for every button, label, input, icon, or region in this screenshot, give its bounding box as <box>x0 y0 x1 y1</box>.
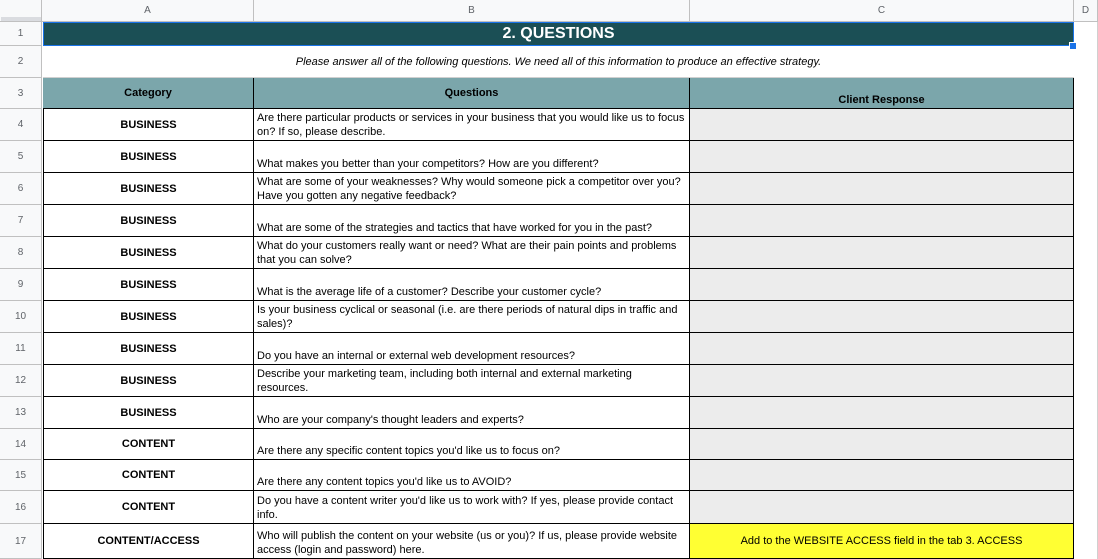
column-header-a[interactable]: A <box>42 0 254 22</box>
row-header-1[interactable]: 1 <box>0 22 42 46</box>
category-cell[interactable]: BUSINESS <box>43 365 254 397</box>
row-header-13[interactable]: 13 <box>0 397 42 429</box>
client-response-cell[interactable] <box>690 429 1074 460</box>
column-d-area[interactable] <box>1074 22 1098 559</box>
question-cell[interactable]: What do your customers really want or need? What are their pain points and problems that you can solve? <box>254 237 690 269</box>
question-cell[interactable]: Are there particular products or services in your business that you would like us to focus on? If so, please describe. <box>254 109 690 141</box>
row-header-6[interactable]: 6 <box>0 173 42 205</box>
category-cell[interactable]: BUSINESS <box>43 397 254 429</box>
category-header-label: Category <box>124 87 172 99</box>
client-response-cell[interactable] <box>690 333 1074 365</box>
client-response-cell[interactable] <box>690 141 1074 173</box>
client-response-cell[interactable] <box>690 365 1074 397</box>
category-cell[interactable]: BUSINESS <box>43 333 254 365</box>
client-response-cell[interactable] <box>690 269 1074 301</box>
questions-header-label: Questions <box>444 87 499 99</box>
question-cell[interactable]: What are some of the strategies and tactics that have worked for you in the past? <box>254 205 690 237</box>
row-header-3[interactable]: 3 <box>0 78 42 109</box>
response-note-cell[interactable]: Add to the WEBSITE ACCESS field in the tab 3. ACCESS <box>690 524 1074 559</box>
column-header-c[interactable]: C <box>690 0 1074 22</box>
category-cell[interactable]: CONTENT <box>43 429 254 460</box>
row-header-4[interactable]: 4 <box>0 109 42 141</box>
client-response-cell[interactable] <box>690 460 1074 491</box>
client-response-cell[interactable] <box>690 237 1074 269</box>
question-cell[interactable]: Describe your marketing team, including both internal and external marketing resources. <box>254 365 690 397</box>
client-response-cell[interactable] <box>690 173 1074 205</box>
column-header-d[interactable]: D <box>1074 0 1098 22</box>
category-header[interactable] <box>43 78 254 109</box>
category-cell[interactable]: BUSINESS <box>43 301 254 333</box>
client-response-cell[interactable] <box>690 301 1074 333</box>
row-header-7[interactable]: 7 <box>0 205 42 237</box>
instructions-text: Please answer all of the following questions. We need all of this information to produce an effective strategy. <box>295 55 822 68</box>
category-cell[interactable]: BUSINESS <box>43 141 254 173</box>
instructions-cell[interactable] <box>43 46 1074 78</box>
client-response-cell[interactable] <box>690 109 1074 141</box>
row-header-9[interactable]: 9 <box>0 269 42 301</box>
row-header-11[interactable]: 11 <box>0 333 42 365</box>
row-header-15[interactable]: 15 <box>0 460 42 491</box>
row-header-17[interactable]: 17 <box>0 524 42 559</box>
row-header-2[interactable]: 2 <box>0 46 42 78</box>
questions-header[interactable] <box>254 78 690 109</box>
category-cell[interactable]: BUSINESS <box>43 237 254 269</box>
category-cell[interactable]: BUSINESS <box>43 205 254 237</box>
row-header-14[interactable]: 14 <box>0 429 42 460</box>
category-cell[interactable]: CONTENT <box>43 491 254 524</box>
question-cell[interactable]: What is the average life of a customer? Describe your customer cycle? <box>254 269 690 301</box>
row-header-5[interactable]: 5 <box>0 141 42 173</box>
row-header-8[interactable]: 8 <box>0 237 42 269</box>
category-cell[interactable]: CONTENT/ACCESS <box>43 524 254 559</box>
category-cell[interactable]: BUSINESS <box>43 269 254 301</box>
category-cell[interactable]: BUSINESS <box>43 173 254 205</box>
question-cell[interactable]: Is your business cyclical or seasonal (i.e. are there periods of natural dips in traffic and sales)? <box>254 301 690 333</box>
category-cell[interactable]: BUSINESS <box>43 109 254 141</box>
client-response-header-label: Client Response <box>838 94 925 106</box>
question-cell[interactable]: What are some of your weaknesses? Why would someone pick a competitor over you? Have you gotten any negative feedback? <box>254 173 690 205</box>
question-cell[interactable]: What makes you better than your competitors? How are you different? <box>254 141 690 173</box>
question-cell[interactable]: Who will publish the content on your website (us or you)? If us, please provide website access (login and password) here. <box>254 524 690 559</box>
question-cell[interactable]: Are there any content topics you'd like us to AVOID? <box>254 460 690 491</box>
row-header-10[interactable]: 10 <box>0 301 42 333</box>
question-cell[interactable]: Are there any specific content topics you'd like us to focus on? <box>254 429 690 460</box>
client-response-cell[interactable] <box>690 491 1074 524</box>
question-cell[interactable]: Do you have an internal or external web development resources? <box>254 333 690 365</box>
row-header-12[interactable]: 12 <box>0 365 42 397</box>
select-all-corner[interactable] <box>0 0 42 22</box>
sheet-title-cell[interactable] <box>43 22 1074 46</box>
client-response-cell[interactable] <box>690 205 1074 237</box>
column-header-b[interactable]: B <box>254 0 690 22</box>
category-cell[interactable]: CONTENT <box>43 460 254 491</box>
row-header-16[interactable]: 16 <box>0 491 42 524</box>
sheet-title: 2. QUESTIONS <box>502 25 615 42</box>
question-cell[interactable]: Do you have a content writer you'd like us to work with? If yes, please provide contact info. <box>254 491 690 524</box>
client-response-header[interactable] <box>690 78 1074 109</box>
question-cell[interactable]: Who are your company's thought leaders and experts? <box>254 397 690 429</box>
client-response-cell[interactable] <box>690 397 1074 429</box>
